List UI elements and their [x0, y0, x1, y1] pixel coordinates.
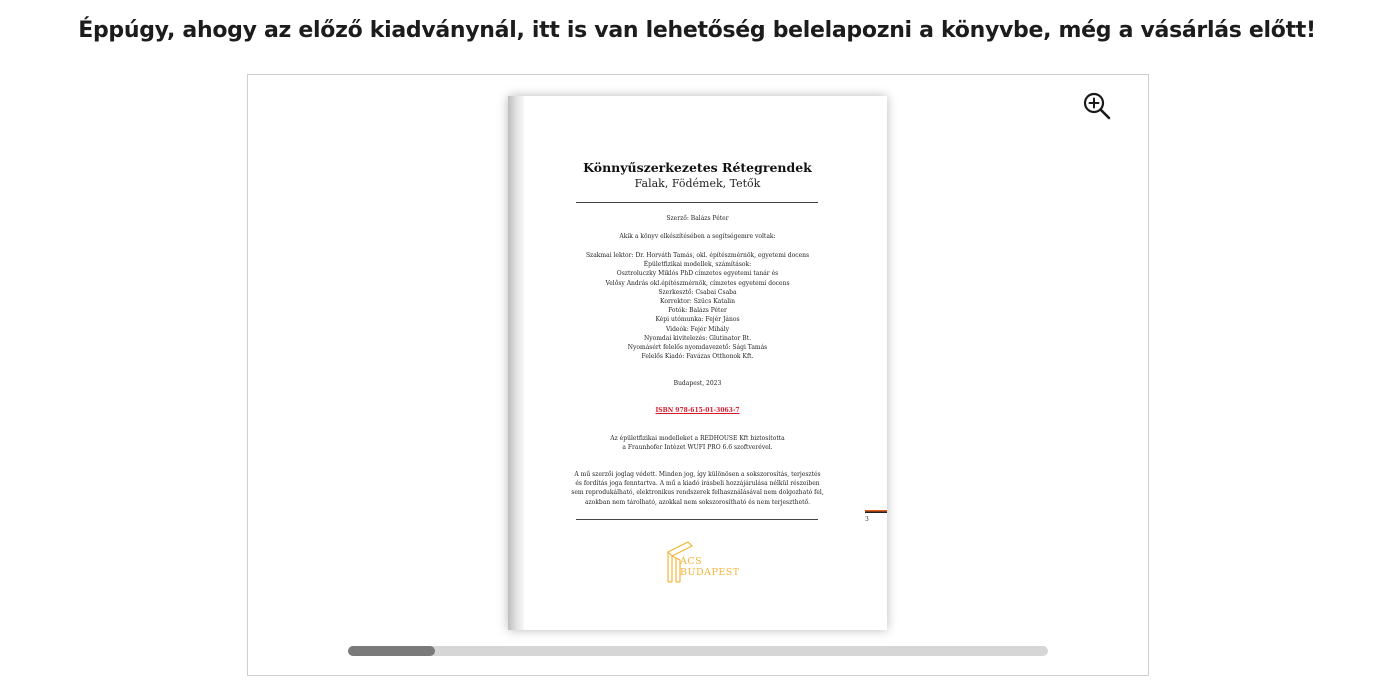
zoom-in-icon — [1082, 91, 1112, 121]
book-preview-viewer[interactable] — [247, 74, 1149, 676]
isbn-link[interactable]: ISBN 978-615-01-3063-7 — [655, 407, 740, 414]
credit-line: Felelős Kiadó: Favázas Otthonok Kft. — [641, 353, 754, 361]
credit-line: Képi utómunka: Fejér János — [655, 316, 740, 324]
scrollbar-thumb[interactable] — [348, 646, 435, 656]
models-note-line: Az épületfizikai modelleket a REDHOUSE Kft biztosította — [610, 435, 785, 442]
page-number: 3 — [865, 516, 869, 523]
book-title: Könnyűszerkezetes Rétegrendek — [583, 160, 812, 175]
divider-bottom — [576, 519, 818, 520]
page-headline: Éppúgy, ahogy az előző kiadványnál, itt is van lehetőség belelapozni a könyvbe, még a vásárlás előtt! — [78, 18, 1316, 43]
credit-line: Nyomásért felelős nyomdavezető: Sági Tamás — [627, 343, 768, 351]
models-note-line: a Fraunhofer Intézet WUFI PRO 6.6 szoftverével. — [622, 444, 773, 452]
book-page[interactable] — [508, 96, 887, 630]
credit-line: Nyomdai kivitelezés: Glutinator Bt. — [643, 334, 752, 342]
credit-line: Fotók: Balázs Péter — [668, 307, 727, 315]
legal-line: A mű szerzői joglag védett. Minden jog, így különösen a sokszorosítás, terjesztés — [574, 471, 821, 478]
credit-line: Korrektor: Szücs Katalin — [660, 297, 735, 305]
logo-line-2: BUDAPEST — [680, 567, 740, 578]
legal-line: azokban nem tárolható, azokkal nem sokszorosítható és nem terjeszthető. — [584, 498, 811, 506]
credit-line: Osztroluczky Miklós PhD címzetes egyetemi tanár és — [616, 270, 779, 278]
legal-notice — [508, 470, 887, 507]
logo-line-1: ÁCS — [680, 556, 703, 567]
legal-line: sem reprodukálható, elektronikus rendszerek felhasználásával nem dolgozható fel, — [571, 489, 824, 497]
divider-top — [576, 202, 818, 203]
place-year: Budapest, 2023 — [673, 380, 722, 387]
legal-line: és fordítás joga fenntartva. A mű a kiadó írásbeli hozzájárulása nélkül részeiben — [575, 480, 820, 488]
credit-line: Videók: Fejér Mihály — [665, 325, 730, 333]
credits-list — [508, 251, 887, 361]
logo-text — [680, 556, 740, 578]
credit-line: Szerkesztő: Csabai Csaba — [658, 288, 737, 296]
book-subtitle: Falak, Födémek, Tetők — [634, 177, 761, 190]
horizontal-scrollbar[interactable] — [348, 646, 1048, 656]
models-note — [508, 434, 887, 452]
zoom-in-button[interactable] — [1082, 91, 1112, 121]
book-author: Szerző: Balázs Péter — [666, 215, 729, 222]
helpers-intro: Akik a könyv elkészítésében a segítségemre voltak: — [619, 233, 776, 240]
page-number-accent — [865, 510, 887, 513]
credit-line: Velősy András okl.építészmérnök, címzetes egyetemi docens — [605, 279, 790, 287]
credit-line: Szakmai lektor: Dr. Horváth Tamás, okl. építészmérnök, egyetemi docens — [585, 252, 810, 259]
credit-line: Épületfizikai modellek, számítások: — [643, 261, 752, 269]
